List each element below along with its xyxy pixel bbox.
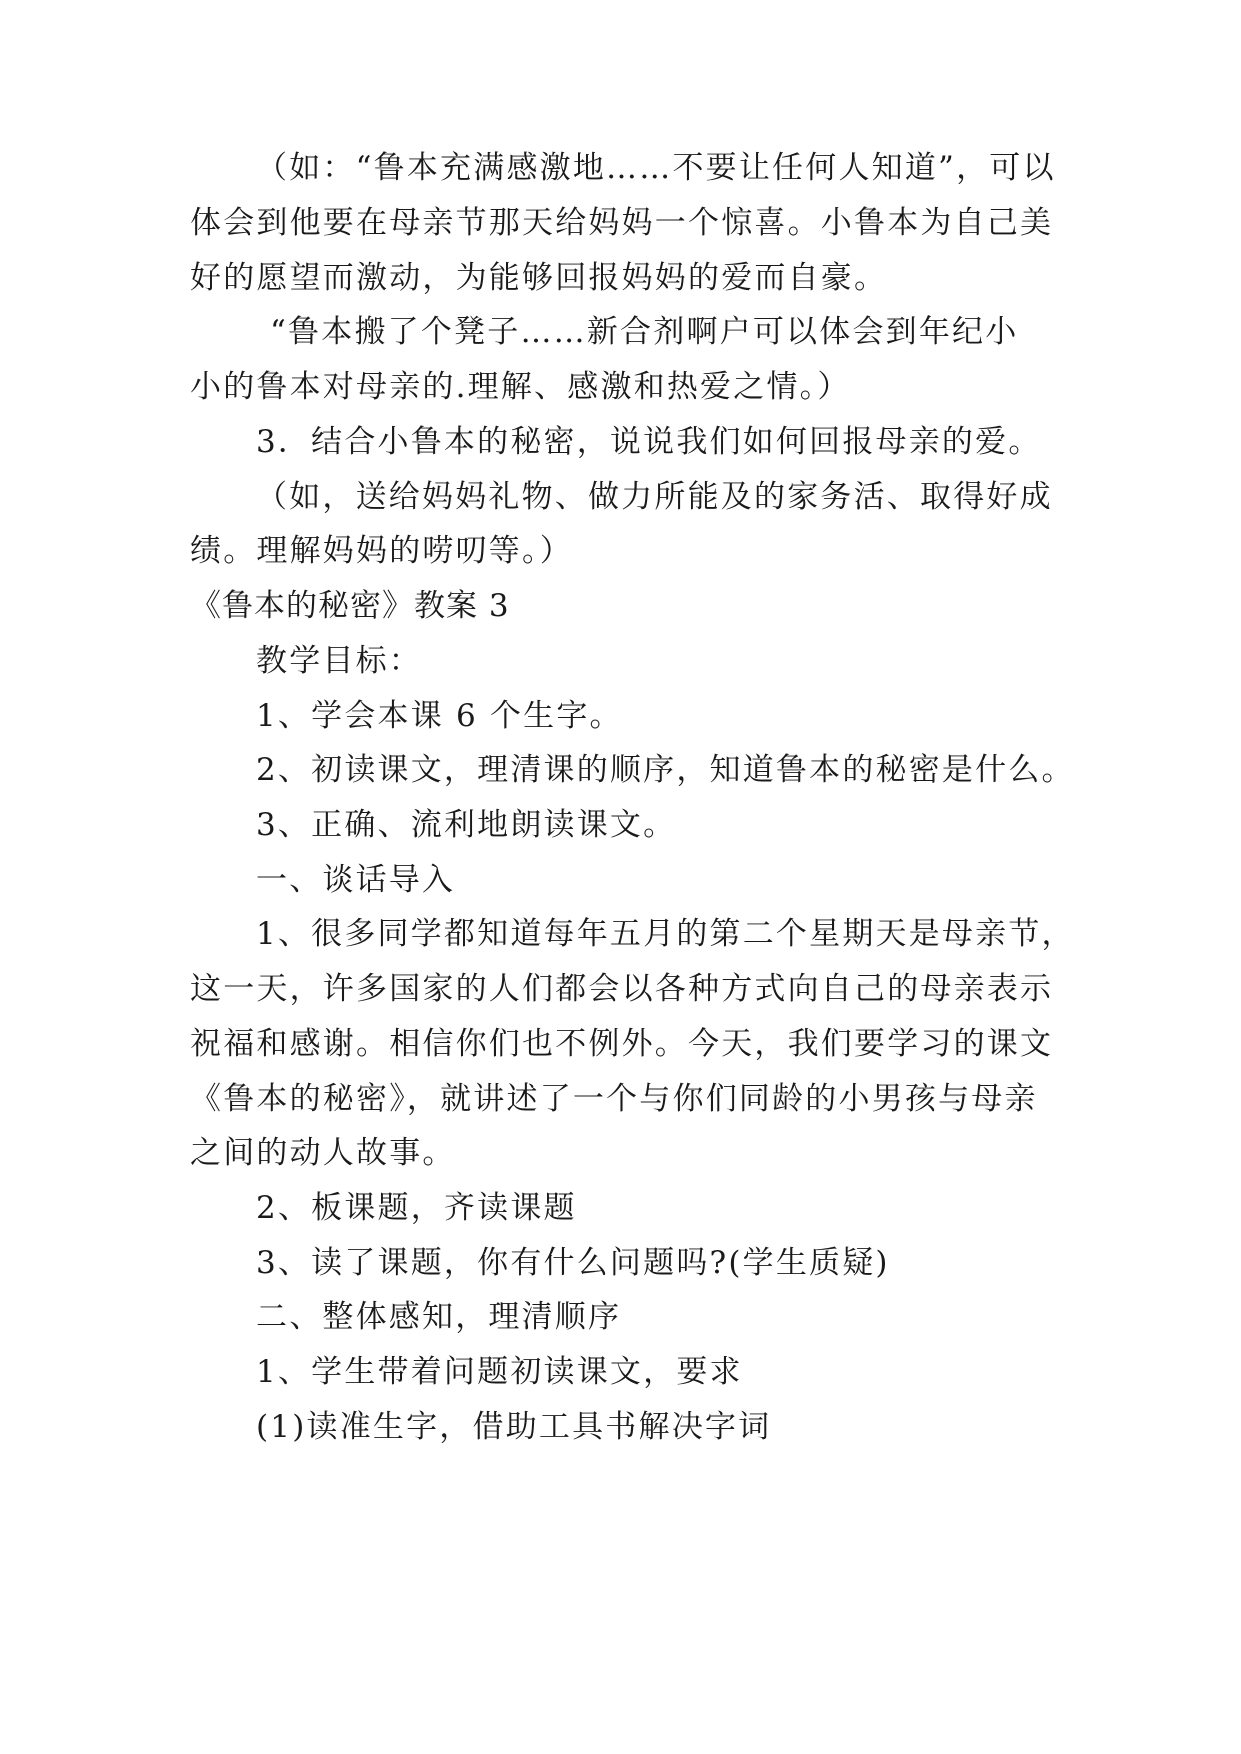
paragraph-line: 《鲁本的秘密》，就讲述了一个与你们同龄的小男孩与母亲 (190, 1081, 1038, 1117)
paragraph-line: “鲁本搬了个凳子……新合剂啊户可以体会到年纪小 (270, 314, 1019, 350)
section-heading: 二、整体感知，理清顺序 (256, 1299, 622, 1335)
section-heading: 一、谈话导入 (256, 862, 456, 898)
paragraph-line: 之间的动人故事。 (190, 1135, 456, 1171)
list-item: (1)读准生字，借助工具书解决字词 (256, 1409, 772, 1445)
paragraph-line: 这一天，许多国家的人们都会以各种方式向自己的母亲表示 (190, 971, 1054, 1007)
paragraph-line: 好的愿望而激动，为能够回报妈妈的爱而自豪。 (190, 260, 888, 296)
list-item: 3、读了课题，你有什么问题吗?(学生质疑) (256, 1245, 890, 1281)
paragraph-line: 体会到他要在母亲节那天给妈妈一个惊喜。小鲁本为自己美 (190, 205, 1054, 241)
paragraph-line: 祝福和感谢。相信你们也不例外。今天，我们要学习的课文 (190, 1026, 1054, 1062)
list-item: 1、学会本课 6 个生字。 (256, 698, 623, 734)
paragraph-line: 小的鲁本对母亲的.理解、感激和热爱之情。） (190, 369, 851, 405)
heading-objectives: 教学目标： (256, 643, 422, 679)
list-item: 2、初读课文，理清课的顺序，知道鲁本的秘密是什么。 (256, 752, 1075, 788)
list-item: 3、正确、流利地朗读课文。 (256, 807, 677, 843)
paragraph-line: 1、很多同学都知道每年五月的第二个星期天是母亲节， (256, 916, 1075, 952)
paragraph-line: 绩。理解妈妈的唠叨等。） (190, 533, 573, 569)
section-title: 《鲁本的秘密》教案 3 (190, 588, 510, 624)
list-item: 1、学生带着问题初读课文，要求 (256, 1354, 743, 1390)
paragraph-line: 3．结合小鲁本的秘密，说说我们如何回报母亲的爱。 (256, 424, 1042, 460)
paragraph-line: （如：“鲁本充满感激地……不要让任何人知道”，可以 (256, 150, 1056, 186)
list-item: 2、板课题，齐读课题 (256, 1190, 577, 1226)
paragraph-line: （如，送给妈妈礼物、做力所能及的家务活、取得好成 (256, 479, 1053, 515)
